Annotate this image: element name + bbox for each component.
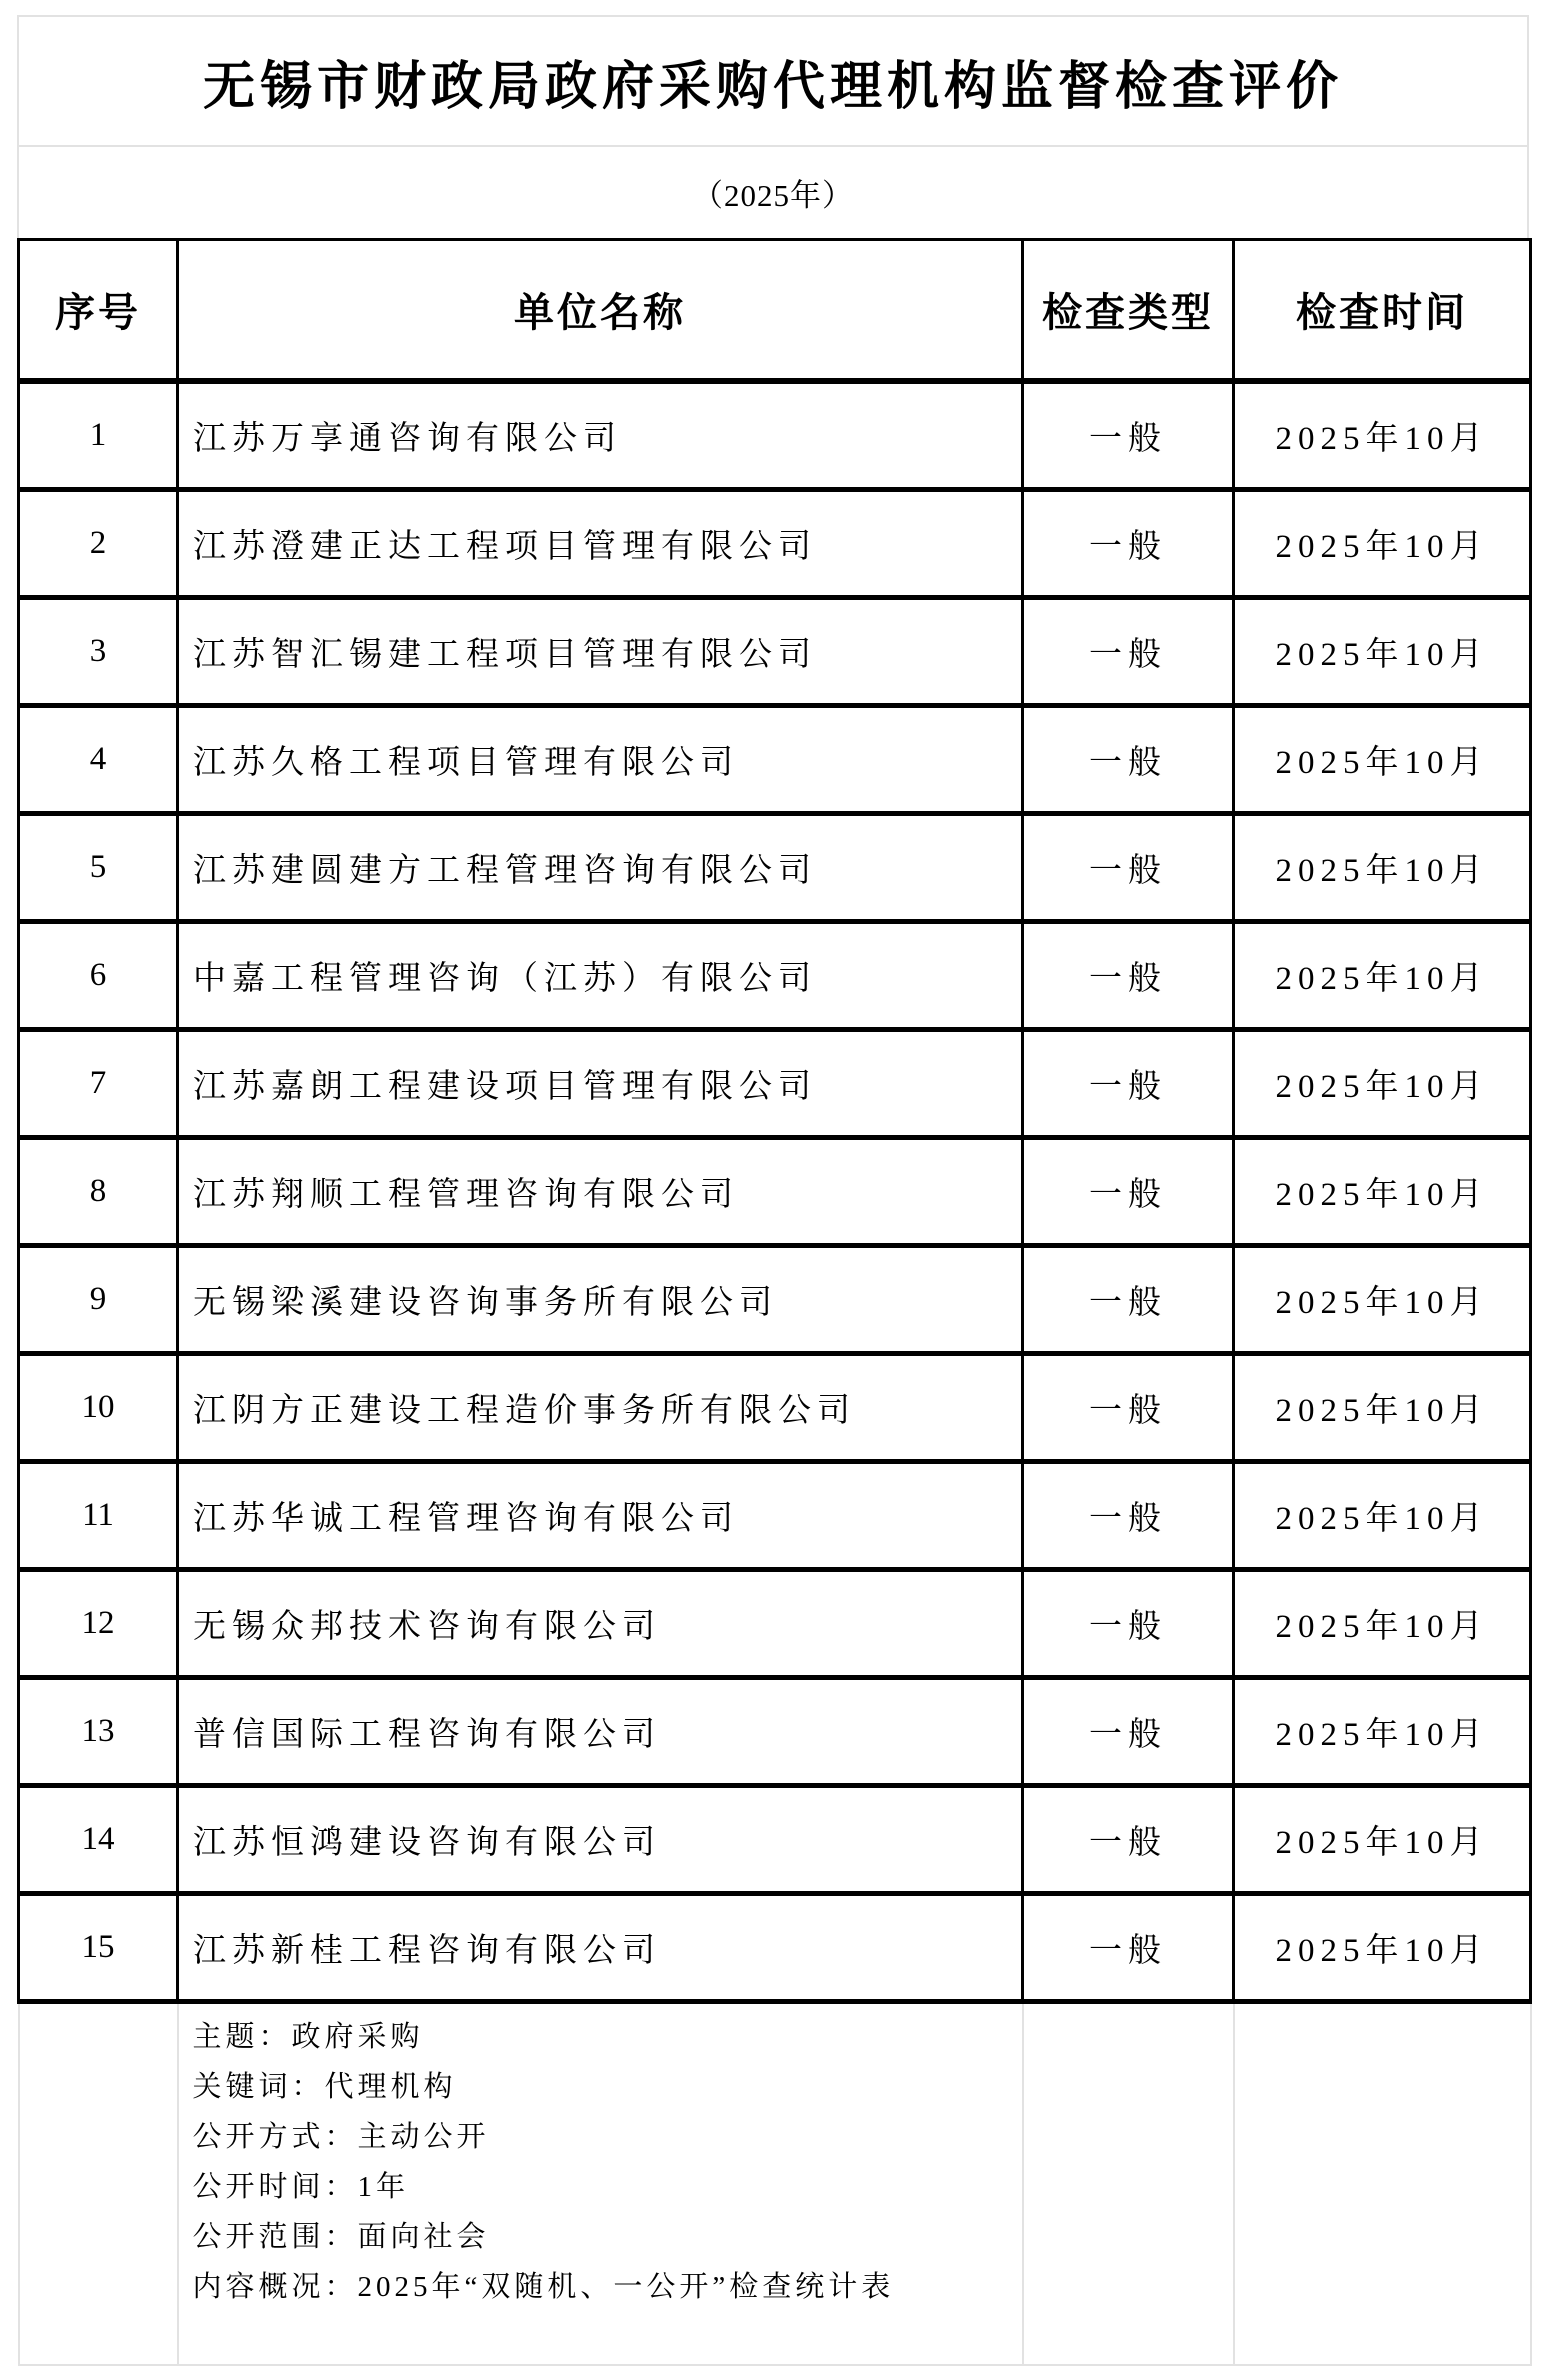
footer-meta-line: 公开方式：主动公开 <box>192 2121 490 2153</box>
unit-name-cell: 江苏建圆建方工程管理咨询有限公司 <box>178 814 1023 922</box>
inspection-time-cell: 2025年10月 <box>1234 1678 1531 1786</box>
table-row <box>19 706 1531 814</box>
unit-name-cell: 江苏恒鸿建设咨询有限公司 <box>178 1786 1023 1894</box>
unit-name-cell: 无锡梁溪建设咨询事务所有限公司 <box>178 1246 1023 1354</box>
table-footer-row <box>19 2002 1531 2366</box>
unit-name-cell: 江苏久格工程项目管理有限公司 <box>178 706 1023 814</box>
row-no-cell: 15 <box>19 1894 178 2002</box>
inspection-type-cell: 一般 <box>1023 1138 1234 1246</box>
col-header-no: 序号 <box>19 240 178 382</box>
table-row <box>19 1462 1531 1570</box>
unit-name-cell: 无锡众邦技术咨询有限公司 <box>178 1570 1023 1678</box>
footer-meta-line: 关键词：代理机构 <box>192 2071 457 2103</box>
table-row <box>19 381 1531 490</box>
row-no-cell: 11 <box>19 1462 178 1570</box>
page-title: 无锡市财政局政府采购代理机构监督检查评价 <box>17 15 1529 147</box>
inspection-type-cell: 一般 <box>1023 1246 1234 1354</box>
table-header-row <box>19 240 1531 382</box>
row-no-cell: 7 <box>19 1030 178 1138</box>
inspection-time-cell: 2025年10月 <box>1234 1462 1531 1570</box>
table-row <box>19 1354 1531 1462</box>
unit-name-cell: 江苏澄建正达工程项目管理有限公司 <box>178 490 1023 598</box>
unit-name-cell: 江苏翔顺工程管理咨询有限公司 <box>178 1138 1023 1246</box>
unit-name-cell: 江苏智汇锡建工程项目管理有限公司 <box>178 598 1023 706</box>
document-sheet <box>17 15 1529 2366</box>
inspection-time-cell: 2025年10月 <box>1234 814 1531 922</box>
inspection-time-cell: 2025年10月 <box>1234 381 1531 490</box>
inspection-type-cell: 一般 <box>1023 1354 1234 1462</box>
table-row <box>19 922 1531 1030</box>
inspection-time-cell: 2025年10月 <box>1234 1138 1531 1246</box>
col-header-unit-name: 单位名称 <box>178 240 1023 382</box>
inspection-time-cell: 2025年10月 <box>1234 490 1531 598</box>
inspection-time-cell: 2025年10月 <box>1234 706 1531 814</box>
row-no-cell: 12 <box>19 1570 178 1678</box>
inspection-time-cell: 2025年10月 <box>1234 1246 1531 1354</box>
table-body <box>19 381 1531 2002</box>
row-no-cell: 4 <box>19 706 178 814</box>
row-no-cell: 1 <box>19 381 178 490</box>
row-no-cell: 8 <box>19 1138 178 1246</box>
inspection-time-cell: 2025年10月 <box>1234 1570 1531 1678</box>
footer-empty-time-cell <box>1234 2002 1531 2366</box>
inspection-type-cell: 一般 <box>1023 1462 1234 1570</box>
col-header-inspection-type: 检查类型 <box>1023 240 1234 382</box>
table-row <box>19 814 1531 922</box>
row-no-cell: 6 <box>19 922 178 1030</box>
inspection-time-cell: 2025年10月 <box>1234 1894 1531 2002</box>
inspection-type-cell: 一般 <box>1023 1786 1234 1894</box>
table-row <box>19 1138 1531 1246</box>
footer-empty-type-cell <box>1023 2002 1234 2366</box>
unit-name-cell: 江苏万享通咨询有限公司 <box>178 381 1023 490</box>
inspection-table <box>17 238 1532 2366</box>
row-no-cell: 13 <box>19 1678 178 1786</box>
unit-name-cell: 中嘉工程管理咨询（江苏）有限公司 <box>178 922 1023 1030</box>
footer-meta-line: 公开时间：1年 <box>192 2171 410 2203</box>
inspection-time-cell: 2025年10月 <box>1234 598 1531 706</box>
row-no-cell: 2 <box>19 490 178 598</box>
table-row <box>19 598 1531 706</box>
unit-name-cell: 普信国际工程咨询有限公司 <box>178 1678 1023 1786</box>
table-row <box>19 1246 1531 1354</box>
footer-meta-line: 公开范围：面向社会 <box>192 2221 490 2253</box>
footer-meta-line: 内容概况：2025年“双随机、一公开”检查统计表 <box>192 2271 895 2303</box>
unit-name-cell: 江阴方正建设工程造价事务所有限公司 <box>178 1354 1023 1462</box>
inspection-type-cell: 一般 <box>1023 381 1234 490</box>
inspection-type-cell: 一般 <box>1023 598 1234 706</box>
inspection-type-cell: 一般 <box>1023 1894 1234 2002</box>
row-no-cell: 3 <box>19 598 178 706</box>
footer-meta-line: 主题：政府采购 <box>192 2021 424 2053</box>
inspection-type-cell: 一般 <box>1023 814 1234 922</box>
page-subtitle: （2025年） <box>17 147 1529 238</box>
unit-name-cell: 江苏新桂工程咨询有限公司 <box>178 1894 1023 2002</box>
row-no-cell: 10 <box>19 1354 178 1462</box>
inspection-time-cell: 2025年10月 <box>1234 1354 1531 1462</box>
inspection-type-cell: 一般 <box>1023 1030 1234 1138</box>
row-no-cell: 9 <box>19 1246 178 1354</box>
footer-empty-no-cell <box>19 2002 178 2366</box>
table-row <box>19 1030 1531 1138</box>
inspection-type-cell: 一般 <box>1023 922 1234 1030</box>
inspection-type-cell: 一般 <box>1023 706 1234 814</box>
table-row <box>19 1570 1531 1678</box>
inspection-type-cell: 一般 <box>1023 490 1234 598</box>
unit-name-cell: 江苏嘉朗工程建设项目管理有限公司 <box>178 1030 1023 1138</box>
footer-meta-cell <box>178 2002 1023 2366</box>
table-row <box>19 490 1531 598</box>
table-row <box>19 1894 1531 2002</box>
col-header-inspection-time: 检查时间 <box>1234 240 1531 382</box>
inspection-time-cell: 2025年10月 <box>1234 1786 1531 1894</box>
table-row <box>19 1786 1531 1894</box>
inspection-time-cell: 2025年10月 <box>1234 922 1531 1030</box>
inspection-type-cell: 一般 <box>1023 1570 1234 1678</box>
row-no-cell: 14 <box>19 1786 178 1894</box>
row-no-cell: 5 <box>19 814 178 922</box>
inspection-time-cell: 2025年10月 <box>1234 1030 1531 1138</box>
table-row <box>19 1678 1531 1786</box>
unit-name-cell: 江苏华诚工程管理咨询有限公司 <box>178 1462 1023 1570</box>
inspection-type-cell: 一般 <box>1023 1678 1234 1786</box>
